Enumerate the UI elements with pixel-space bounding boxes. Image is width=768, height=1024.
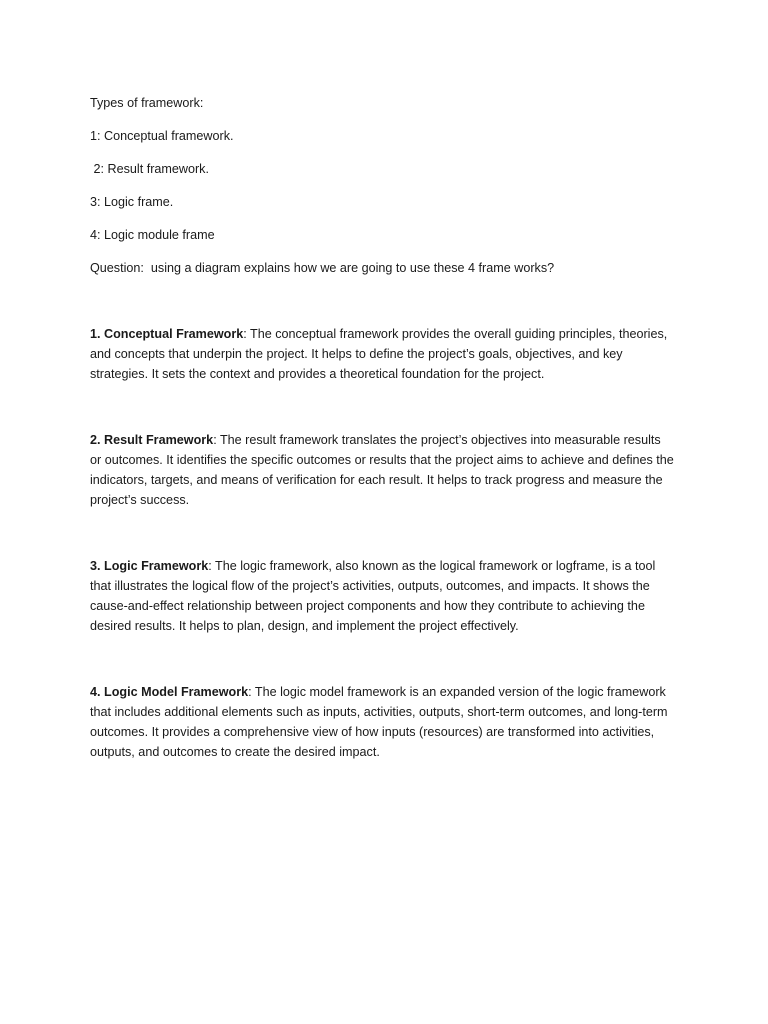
answer-title-4: 4. Logic Model Framework <box>90 685 249 699</box>
answer-paragraph-3 <box>90 556 675 636</box>
answer-text-4: : The logic model framework is an expanded version of the logic framework that includes additional elements such as inputs, activities, outputs, short-term outcomes, and long-term outcomes. It provides a comprehensive view of how inputs (resources) are transformed into activities, outputs, and outcomes to create the desired impact. <box>90 685 668 759</box>
answer-text-1: : The conceptual framework provides the overall guiding principles, theories, and concepts that underpin the project. It helps to define the project’s goals, objectives, and key strategies. It sets the context and provides a theoretical foundation for the project. <box>90 327 668 381</box>
answer-paragraph-4 <box>90 682 675 762</box>
answer-paragraph-2 <box>90 430 675 510</box>
question-text: Question: using a diagram explains how we are going to use these 4 frame works? <box>90 261 555 275</box>
type-item-1: 1: Conceptual framework. <box>90 129 234 143</box>
types-heading: Types of framework: <box>90 96 204 110</box>
document-body <box>90 93 675 762</box>
answer-title-1: 1. Conceptual Framework <box>90 327 244 341</box>
answer-text-2: : The result framework translates the project’s objectives into measurable results or outcomes. It identifies the specific outcomes or results that the project aims to achieve and defines the indicators, targets, and means of verification for each result. It helps to track progress and measure the project’s success. <box>90 433 674 507</box>
type-item-4: 4: Logic module frame <box>90 228 215 242</box>
answer-title-3: 3. Logic Framework <box>90 559 209 573</box>
type-item-2: 2: Result framework. <box>90 162 209 176</box>
type-item-3: 3: Logic frame. <box>90 195 174 209</box>
answer-paragraph-1 <box>90 324 675 384</box>
answer-title-2: 2. Result Framework <box>90 433 214 447</box>
answer-text-3: : The logic framework, also known as the logical framework or logframe, is a tool that illustrates the logical flow of the project’s activities, outputs, outcomes, and impacts. It shows the cause-and-effect relationship between project components and how they contribute to achieving the desired results. It helps to plan, design, and implement the project effectively. <box>90 559 656 633</box>
